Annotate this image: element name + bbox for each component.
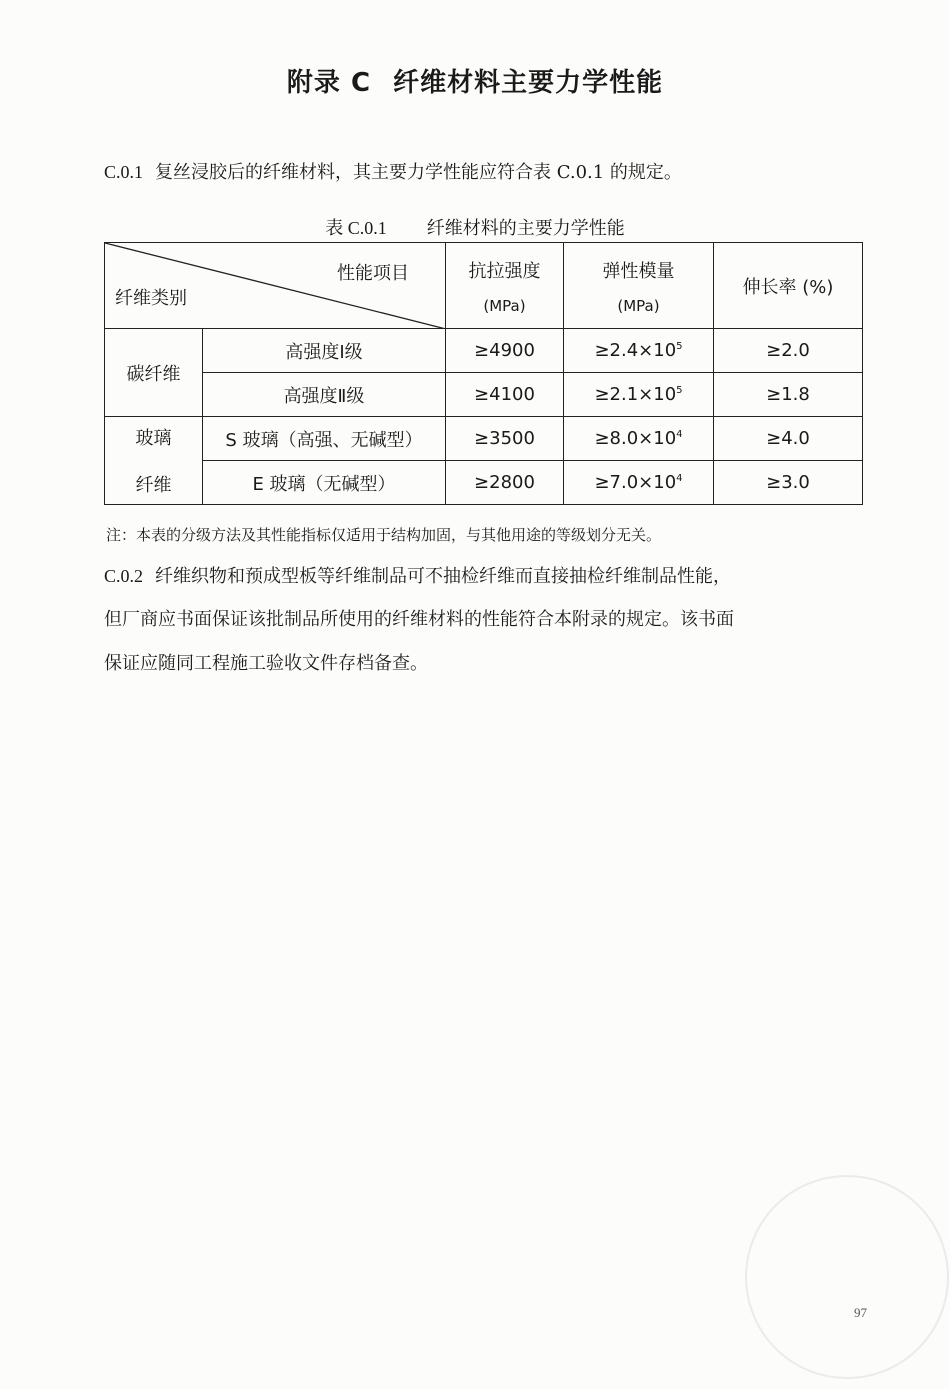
header-elongation: 伸长率 (%) [714, 243, 863, 329]
modulus-cell [564, 373, 714, 417]
header-tensile-label: 抗拉强度 [468, 260, 541, 282]
header-modulus-label: 弹性模量 [602, 260, 675, 282]
grade-cell: 高强度Ⅰ级 [203, 329, 446, 373]
modulus-value: ≥2.4×10 [594, 340, 677, 361]
group-glass-line1: 玻璃 [135, 428, 172, 449]
modulus-value: ≥7.0×10 [594, 472, 677, 493]
header-elastic-modulus [564, 243, 714, 329]
appendix-title [0, 62, 950, 99]
modulus-value: ≥2.1×10 [594, 384, 677, 405]
header-modulus-unit: (MPa) [617, 296, 660, 315]
tensile-cell: ≥2800 [446, 461, 564, 505]
clause-c01-text: 复丝浸胶后的纤维材料，其主要力学性能应符合表 C.0.1 的规定。 [155, 162, 682, 183]
header-property-item: 性能项目 [337, 263, 409, 284]
watermark-stamp [745, 1175, 949, 1379]
table-row [105, 461, 863, 505]
tensile-cell: ≥3500 [446, 417, 564, 461]
elongation-cell: ≥1.8 [714, 373, 863, 417]
modulus-cell [564, 461, 714, 505]
modulus-exponent: 4 [676, 429, 683, 440]
modulus-cell [564, 329, 714, 373]
appendix-number: 附录 C [286, 68, 372, 98]
clause-c02-line3: 保证应随同工程施工验收文件存档备查。 [104, 653, 428, 674]
modulus-exponent: 5 [676, 341, 683, 352]
tensile-cell: ≥4900 [446, 329, 564, 373]
header-tensile-strength [446, 243, 564, 329]
elongation-cell: ≥2.0 [714, 329, 863, 373]
elongation-cell: ≥4.0 [714, 417, 863, 461]
table-caption-number: 表 C.0.1 [325, 218, 387, 238]
table-row [105, 329, 863, 373]
modulus-exponent: 4 [676, 473, 683, 484]
group-glass-fiber [105, 417, 203, 505]
group-glass-line2: 纤维 [135, 475, 172, 496]
modulus-cell [564, 417, 714, 461]
grade-cell: E 玻璃（无碱型） [203, 461, 446, 505]
group-carbon-fiber: 碳纤维 [105, 329, 203, 417]
clause-c01 [104, 150, 682, 195]
clause-c01-number: C.0.1 [104, 162, 144, 182]
table-note: 注：本表的分级方法及其性能指标仅适用于结构加固，与其他用途的等级划分无关。 [106, 526, 662, 544]
modulus-exponent: 5 [676, 385, 683, 396]
table-header-row [105, 243, 863, 329]
modulus-value: ≥8.0×10 [594, 428, 677, 449]
header-fiber-category: 纤维类别 [115, 288, 187, 309]
table-row [105, 373, 863, 417]
fiber-properties-table [104, 242, 863, 505]
table-caption-text: 纤维材料的主要力学性能 [426, 218, 625, 239]
diagonal-header-cell [105, 243, 446, 329]
appendix-title-text: 纤维材料主要力学性能 [393, 68, 664, 98]
grade-cell: 高强度Ⅱ级 [203, 373, 446, 417]
header-tensile-unit: (MPa) [483, 296, 526, 315]
elongation-cell: ≥3.0 [714, 461, 863, 505]
grade-cell: S 玻璃（高强、无碱型） [203, 417, 446, 461]
page-number: 97 [854, 1305, 867, 1320]
table-row [105, 417, 863, 461]
clause-c02-line2: 但厂商应书面保证该批制品所使用的纤维材料的性能符合本附录的规定。该书面 [104, 609, 734, 630]
tensile-cell: ≥4100 [446, 373, 564, 417]
table-caption [0, 214, 950, 240]
clause-c02-number: C.0.2 [104, 566, 144, 586]
clause-c02-line1 [104, 554, 731, 599]
clause-c02-text-line1: 纤维织物和预成型板等纤维制品可不抽检纤维而直接抽检纤维制品性能， [155, 566, 732, 587]
